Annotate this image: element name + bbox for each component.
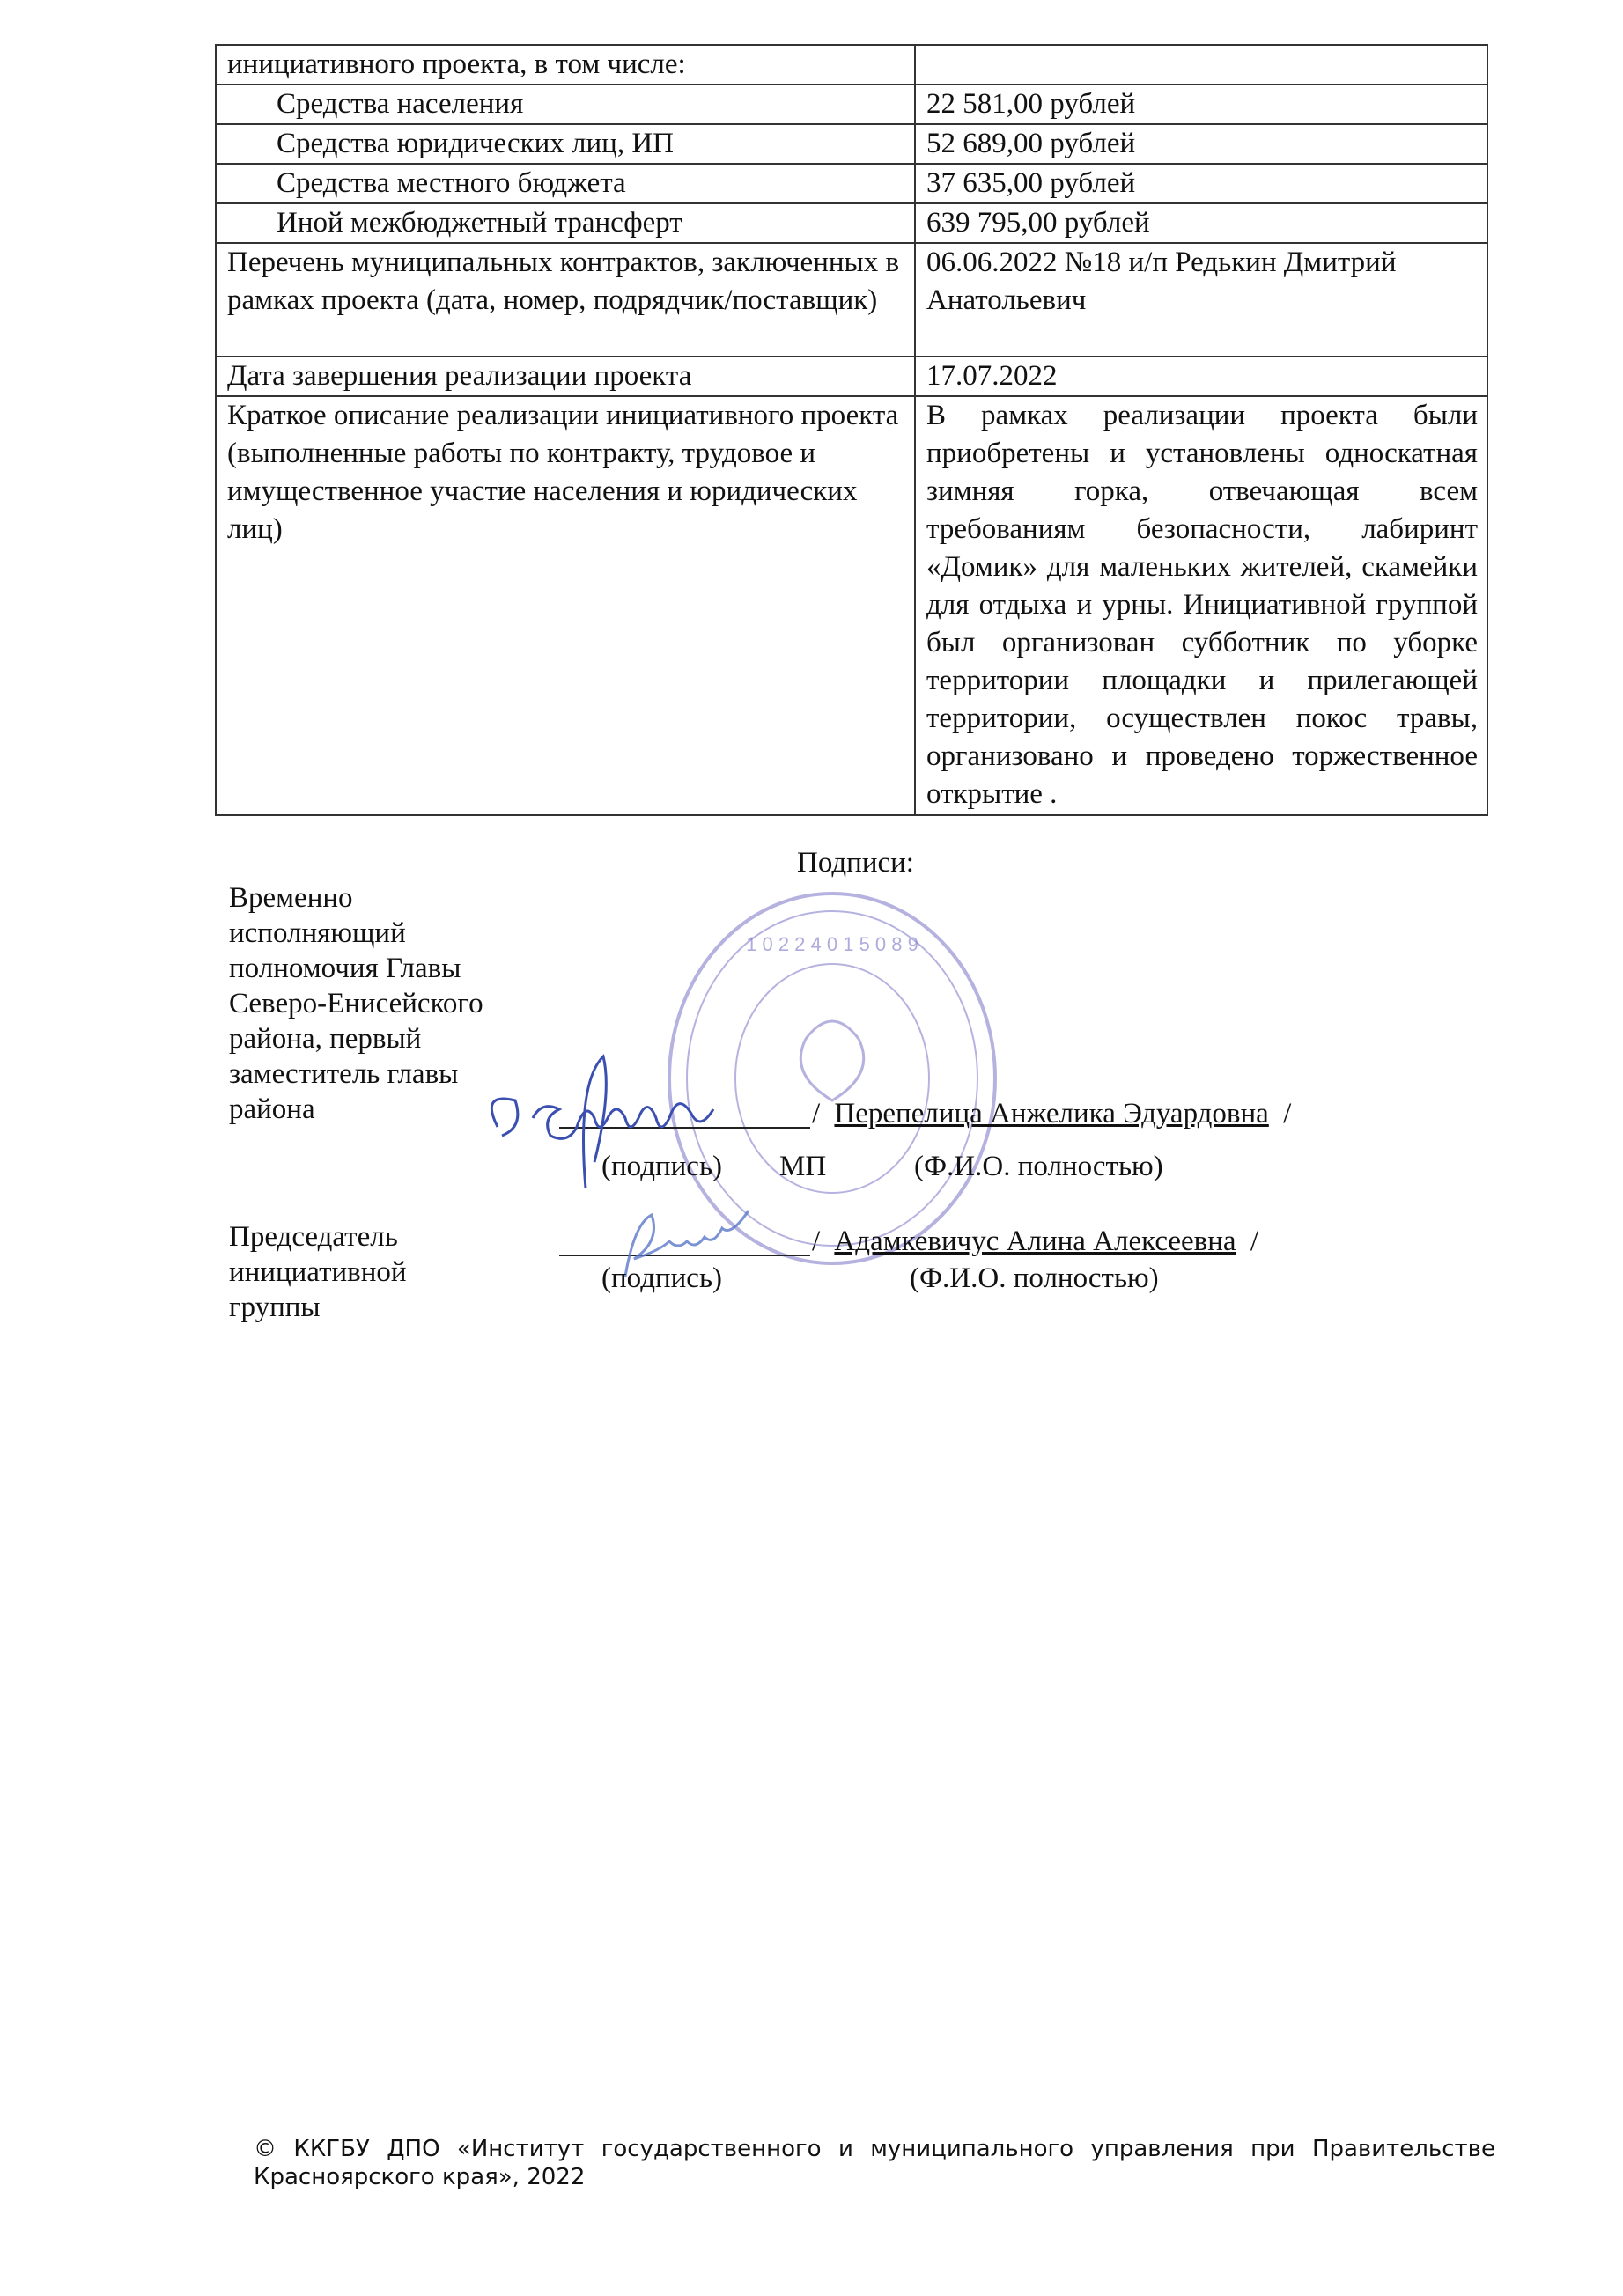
second-signer-role <box>229 1219 407 1325</box>
row-value: 22 581,00 рублей <box>915 85 1487 124</box>
table-row <box>216 164 1487 203</box>
footer-copyright-line2: Красноярского края», 2022 <box>254 2164 586 2190</box>
row-value: 06.06.2022 №18 и/п Редькин Дмитрий Анатольевич <box>915 243 1487 357</box>
row-value: 37 635,00 рублей <box>915 164 1487 203</box>
role-line: Северо-Енисейского <box>229 988 483 1019</box>
stamp-digits: 1 0 2 2 4 0 1 5 0 8 9 <box>746 933 918 955</box>
first-signer-name: Перепелица Анжелика Эдуардовна <box>834 1098 1269 1130</box>
row-label: Краткое описание реализации инициативного проекта (выполненные работы по контракту, трудовое и имущественное участие населения и юридических лиц) <box>216 396 915 815</box>
first-signer-role <box>229 880 483 1127</box>
role-line: Председатель <box>229 1221 398 1253</box>
row-value: 639 795,00 рублей <box>915 203 1487 243</box>
row-label: инициативного проекта, в том числе: <box>216 45 915 85</box>
caption-signature: (подпись) <box>601 1151 722 1182</box>
caption-name: (Ф.И.О. полностью) <box>914 1151 1163 1182</box>
role-line: инициативной <box>229 1256 407 1288</box>
slash: / <box>1283 1098 1292 1130</box>
table-row <box>216 45 1487 85</box>
role-line: заместитель главы <box>229 1058 459 1090</box>
row-value: 52 689,00 рублей <box>915 124 1487 164</box>
table-row <box>216 85 1487 124</box>
row-label: Средства населения <box>216 85 915 124</box>
slash: / <box>1250 1225 1258 1257</box>
second-signer-name-field <box>812 1224 1258 1259</box>
table-row <box>216 124 1487 164</box>
table-row <box>216 243 1487 357</box>
caption-signature: (подпись) <box>601 1262 722 1294</box>
row-label: Дата завершения реализации проекта <box>216 357 915 396</box>
signatures-heading: Подписи: <box>797 847 914 879</box>
slash: / <box>812 1098 821 1130</box>
row-label: Средства местного бюджета <box>216 164 915 203</box>
caption-stamp: МП <box>779 1151 827 1182</box>
role-line: полномочия Главы <box>229 953 461 984</box>
row-label: Иной межбюджетный трансферт <box>216 203 915 243</box>
first-signer-name-field <box>812 1096 1291 1131</box>
row-label: Перечень муниципальных контрактов, заключенных в рамках проекта (дата, номер, подрядчик/поставщик) <box>216 243 915 357</box>
caption-name: (Ф.И.О. полностью) <box>910 1262 1159 1294</box>
role-line: группы <box>229 1292 321 1323</box>
row-value <box>915 45 1487 85</box>
role-line: района, первый <box>229 1023 422 1055</box>
project-report-table <box>215 44 1488 816</box>
table-row <box>216 396 1487 815</box>
table-row <box>216 357 1487 396</box>
slash: / <box>812 1225 821 1257</box>
role-line: исполняющий <box>229 917 406 949</box>
footer-copyright: © ККГБУ ДПО «Институт государственного и муниципального управления при Правительстве <box>254 2136 1495 2162</box>
role-line: района <box>229 1093 315 1125</box>
second-signer-name: Адамкевичус Алина Алексеевна <box>834 1225 1236 1257</box>
role-line: Временно <box>229 882 353 914</box>
table-row <box>216 203 1487 243</box>
row-value: 17.07.2022 <box>915 357 1487 396</box>
row-value: В рамках реализации проекта были приобретены и установлены односкатная зимняя горка, отвечающая всем требованиям безопасности, лабиринт «Домик» для маленьких жителей, скамейки для отдыха и урны. Инициативной группой был организован субботник по уборке территории площадки и прилегающей территории, осуществлен покос травы, организовано и проведено торжественное открытие . <box>915 396 1487 815</box>
row-label: Средства юридических лиц, ИП <box>216 124 915 164</box>
